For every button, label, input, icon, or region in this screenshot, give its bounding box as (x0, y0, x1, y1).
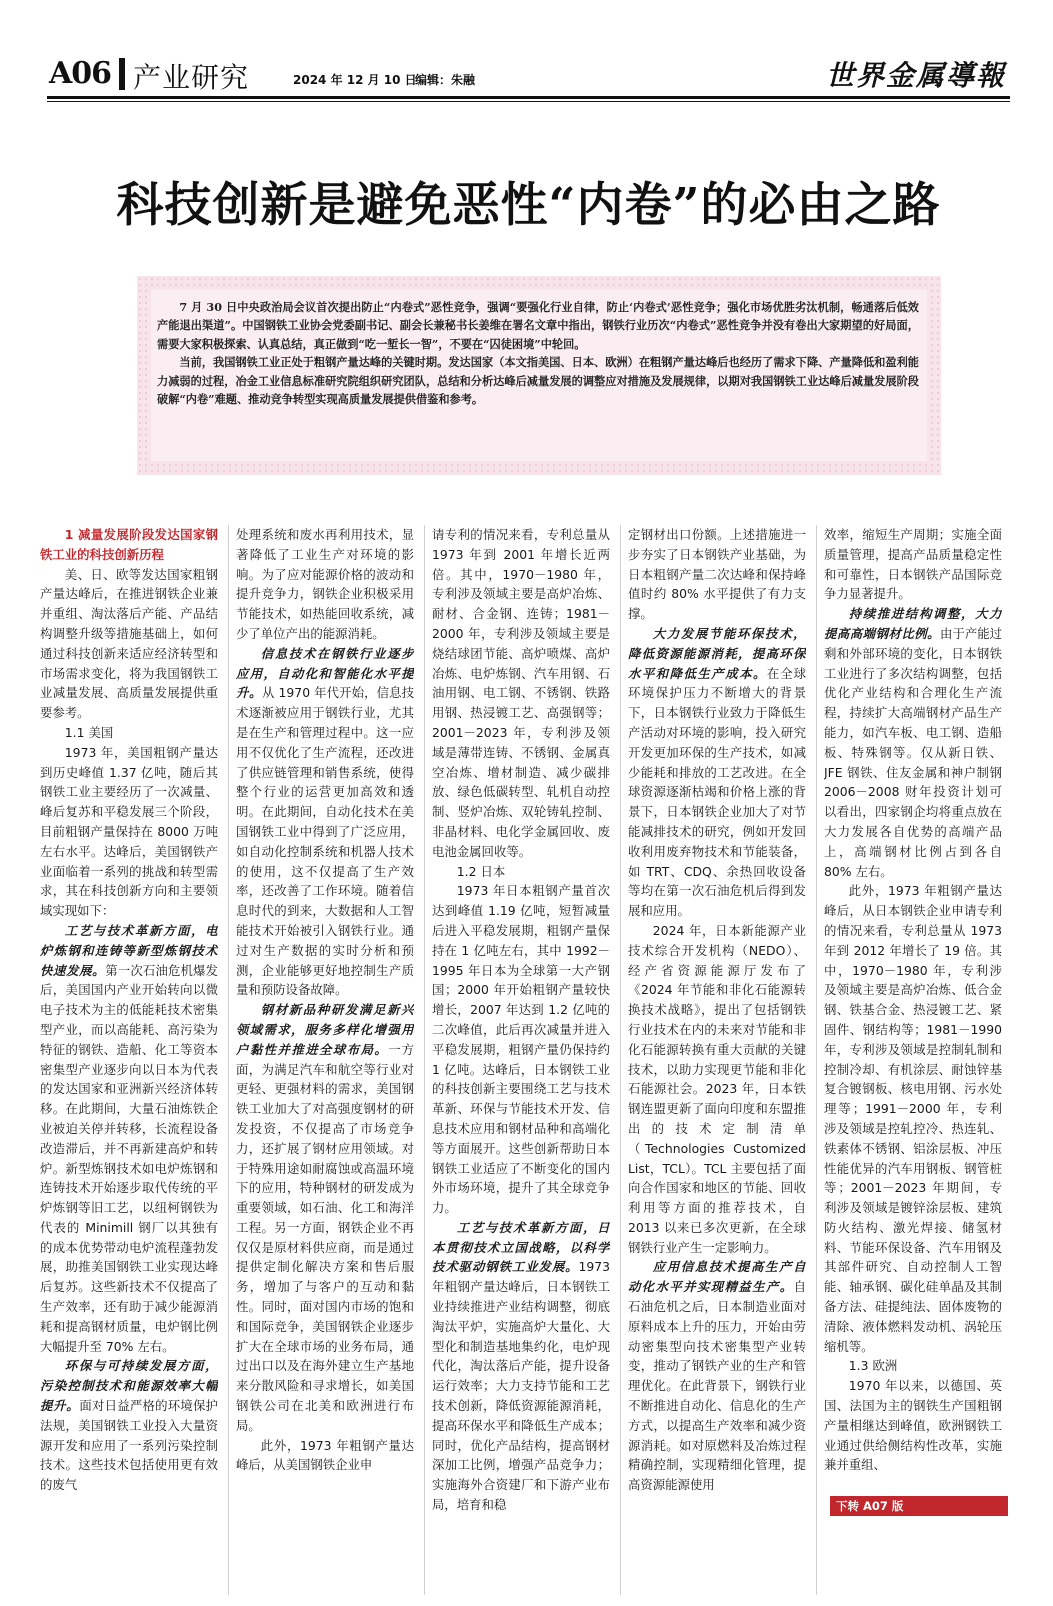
paragraph: 1973 年日本粗钢产量首次达到峰值 1.19 亿吨，短暂减量后进入平稳发展期，粗钢产量保持在 1 亿吨左右，其中 1992－1995 年日本为全球第一大产钢国；2000 年开始粗钢产量较快增长，2007 年达到 1.2 亿吨的二次峰值，此后再次减量并进入平稳发展期，粗钢产量仍保持约 1 亿吨。达峰后，日本钢铁工业的科技创新主要围绕工艺与技术革新、环保与节能技术开发、信息技术应用和钢材品种和高端化等方面展开。这些创新帮助日本钢铁工业适应了不断变化的国内外市场环境，提升了其全球竞争力。 (432, 883, 610, 1216)
subsection-heading: 1.2 日本 (456, 863, 506, 879)
subsection-heading: 1.1 美国 (64, 724, 114, 740)
column-divider (816, 525, 817, 1595)
lead-phrase: 应用信息技术提高生产自动化水平并实现精益生产。 (628, 1259, 806, 1295)
paragraph: 定钢材出口份额。上述措施进一步夯实了日本钢铁产业基础，为日本粗钢产量二次达峰和保持峰值时约 80% 水平提供了有力支撑。 (628, 527, 806, 622)
paragraph: 1970 年以来，以德国、英国、法国为主的钢铁生产国粗钢产量相继达到峰值，欧洲钢铁工业通过供给侧结构性改革，实施兼并重组、 (824, 1378, 1002, 1473)
lead-phrase: 信息技术在钢铁行业逐步应用，自动化和智能化水平提升。 (236, 645, 414, 701)
paragraph-text: 由于产能过剩和外部环境的变化，日本钢铁工业进行了多次结构调整，包括优化产业结构和合理化生产流程，持续扩大高端钢材产品生产能力，如汽车板、电工钢、造船板、特殊钢等。仅从新日铁、JFE 钢铁、住友金属和神户制钢 2006－2008 财年投资计划可以看出，四家钢企均将重点放在大力发展各自优势的高端产品上，高端钢材比例占到各自 80% 左右。 (824, 625, 1002, 879)
column-4 (628, 525, 806, 1595)
summary-text (157, 298, 919, 408)
paragraph-text: 自石油危机之后，日本制造业面对原料成本上升的压力，开始由劳动密集型向技术密集型产业转变，推动了钢铁产业的生产和管理优化。在此背景下，钢铁行业不断推进自动化、信息化的生产方式，以提高生产效率和减少资源消耗。如对原燃料及冶炼过程精确控制，实现精细化管理，提高资源能源使用 (628, 1279, 806, 1493)
masthead-divider (119, 58, 125, 90)
section-heading: 1 减量发展阶段发达国家钢铁工业的科技创新历程 (40, 527, 218, 562)
paragraph-text: 一方面，为满足汽车和航空等行业对更轻、更强材料的需求，美国钢铁工业加大了对高强度钢材的研发投资，不仅提高了市场竞争力，还扩展了钢材应用领域。对于特殊用途如耐腐蚀或高温环境下的应用，特种钢材的研发成为重要领域，如石油、化工和海洋工程。另一方面，钢铁企业不再仅仅是原材料供应商，而是通过提供定制化解决方案和售后服务，增加了与客户的互动和黏性。同时，面对国内市场的饱和和国际竞争，美国钢铁企业逐步扩大在全球市场的业务布局，通过出口以及在海外建立生产基地来分散风险和寻求增长，如美国钢铁公司在北美和欧洲进行布局。 (236, 1041, 414, 1433)
column-5 (824, 525, 1002, 1490)
paragraph (236, 644, 414, 1000)
editor-credit: 编辑：朱融 (415, 73, 476, 87)
masthead-rule-thin (47, 101, 1010, 102)
column-divider (424, 525, 425, 1595)
lead-phrase: 大力发展节能环保技术，降低资源能源消耗，提高环保水平和降低生产成本。 (628, 625, 806, 681)
paragraph (236, 1000, 414, 1436)
column-divider (620, 525, 621, 1595)
column-1 (40, 525, 218, 1595)
paragraph: 1973 年，美国粗钢产量达到历史峰值 1.37 亿吨，随后其钢铁工业主要经历了一次减量、峰后复苏和平稳发展三个阶段，目前粗钢产量保持在 8000 万吨左右水平。达峰后，美国钢铁产业面临着一系列的挑战和转型需求，其在科技创新方向和主要领域实现如下： (40, 744, 218, 919)
summary-paragraph: 7 月 30 日中央政治局会议首次提出防止“内卷式”恶性竞争，强调“要强化行业自律，防止‘内卷式’恶性竞争；强化市场优胜劣汰机制，畅通落后低效产能退出渠道”。中国钢铁工业协会党委副书记、副会长兼秘书长姜维在署名文章中指出，钢铁行业历次“内卷式”恶性竞争并没有卷出大家期望的好局面，需要大家积极探索、认真总结，真正做到“吃一堑长一智”，不要在“囚徒困境”中轮回。 (157, 300, 919, 351)
issue-date: 2024 年 12 月 10 日 (293, 73, 417, 87)
paragraph (628, 624, 806, 921)
lead-phrase: 持续推进结构调整，大力提高高端钢材比例。 (824, 606, 1002, 641)
paragraph-text: 第一次石油危机爆发后，美国国内产业开始转向以微电子技术为主的低能耗技术密集型产业，而以高能耗、高污染为特征的钢铁、造船、化工等资本密集型产业逐步向以日本为代表的发达国家和亚洲新兴经济体转移。在此期间，大量石油炼铁企业被迫关停并转移，长流程设备改造滞后，并不再新建高炉和转炉。新型炼钢技术如电炉炼钢和连铸技术开始逐步取代传统的平炉炼钢等旧工艺，以纽柯钢铁为代表的 Minimill 钢厂以其独有的成本优势带动电炉流程蓬勃发展，助推美国钢铁工业实现达峰后复苏。这些新技术不仅提高了生产效率，还有助于减少能源消耗和提高钢材质量，电炉钢比例大幅提升至 70% 左右。 (40, 962, 218, 1354)
section-name: 产业研究 (133, 61, 250, 94)
column-divider (228, 525, 229, 1595)
paragraph-text: 从 1970 年代开始，信息技术逐渐被应用于钢铁行业，尤其是在生产和管理过程中。这一应用不仅优化了生产流程，还改进了供应链管理和销售系统，使得整个行业的运营更加高效和透明。在此期间，自动化技术在美国钢铁工业中得到了广泛应用，如自动化控制系统和机器人技术的使用，这不仅提高了生产效率，还改善了工作环境。随着信息时代的到来，大数据和人工智能技术开始被引入钢铁行业。通过对生产数据的实时分析和预测，企业能够更好地控制生产质量和预防设备故障。 (236, 685, 414, 998)
paragraph: 请专利的情况来看，专利总量从 1973 年到 2001 年增长近两倍。其中，1970－1980 年，专利涉及领域主要是高炉冶炼、耐材、合金钢、连铸；1981－2000 年，专利涉及领域主要是烧结球团节能、高炉喷煤、高炉冶炼、电炉炼钢、汽车用钢、石油用钢、电工钢、不锈钢、铁路用钢、热浸镀工艺、高强钢等；2001－2023 年，专利涉及领域是薄带连铸、不锈钢、金属真空冶炼、增材制造、减少碳排放、绿色低碳转型、轧机自动控制、竖炉冶炼、双轮铸轧控制、非晶材料、电化学金属回收、废电池金属回收等。 (432, 527, 610, 859)
summary-paragraph: 当前，我国钢铁工业正处于粗钢产量达峰的关键时期。发达国家（本文指美国、日本、欧洲）在粗钢产量达峰后也经历了需求下降、产量降低和盈利能力减弱的过程，冶金工业信息标准研究院组织研究团队，总结和分析达峰后减量发展的调整应对措施及发展规律，以期对我国钢铁工业达峰后减量发展阶段破解“内卷”难题、推动竞争转型实现高质量发展提供借鉴和参考。 (157, 355, 919, 407)
summary-box (137, 276, 941, 475)
continued-on-tag[interactable]: 下转 A07 版 (830, 1496, 1008, 1516)
masthead (47, 50, 1010, 98)
paragraph (432, 1218, 610, 1515)
masthead-rule (47, 96, 1010, 99)
lead-phrase: 工艺与技术革新方面，电炉炼钢和连铸等新型炼钢技术快速发展。 (40, 922, 218, 978)
paragraph (824, 604, 1002, 881)
subsection-heading: 1.3 欧洲 (848, 1358, 898, 1374)
article-headline: 科技创新是避免恶性“内卷”的必由之路 (116, 178, 941, 233)
paragraph: 处理系统和废水再利用技术，显著降低了工业生产对环境的影响。为了应对能源价格的波动和提升竞争力，钢铁企业积极采用节能技术，如热能回收系统，减少了单位产出的能源消耗。 (236, 527, 414, 641)
paragraph: 此外，1973 年粗钢产量达峰后，从日本钢铁企业申请专利的情况来看，专利总量从 1973 年到 2012 年增长了 19 倍。其中，1970－1980 年，专利涉及领域主要是高炉冶炼、低合金钢、铁基合金、热浸镀工艺、紧固件、钢结构等；1981－1990 年，专利涉及领域是控制轧制和控制冷却、有机涂层、耐蚀锌基复合镀钢板、核电用钢、污水处理等；1991－2000 年，专利涉及领域是控轧控冷、热连轧、铁素体不锈钢、铝涂层板、冲压性能优异的汽车用钢板、钢管桩等；2001－2023 年期间，专利涉及领域是镀锌涂层板、建筑防火结构、激光焊接、储氢材料、节能环保设备、汽车用钢及其部件研究、自动控制人工智能、轴承钢、碳化硅单晶及其制备方法、硅提纯法、固体废物的清除、液体燃料发动机、涡轮压缩机等。 (824, 883, 1002, 1354)
paragraph (628, 1257, 806, 1495)
lead-phrase: 钢材新品种研发满足新兴领域需求，服务多样化增强用户黏性并推进全球布局。 (236, 1002, 414, 1057)
paragraph-text: 1973 年粗钢产量达峰后，日本钢铁工业持续推进产业结构调整，彻底淘汰平炉，实施高炉大量化、大型化和制造基地集约化，电炉现代化，淘汰落后产能，提升设备运行效率；大力支持节能和工艺技术创新，降低资源能源消耗，提高环保水平和降低生产成本；同时，优化产品结构，提高钢材深加工比例，增强产品竞争力；实施海外合资建厂和下游产业布局，培育和稳 (432, 1259, 610, 1513)
column-2 (236, 525, 414, 1595)
newspaper-logo: 世界金属導報 (825, 59, 1006, 92)
paragraph-text: 在全球环境保护压力不断增大的背景下，日本钢铁行业致力于降低生产活动对环境的影响，投入研究开发更加环保的生产技术，如减少能耗和排放的工艺改进。在全球资源逐渐枯竭和价格上涨的背景下，日本钢铁企业加大了对节能减排技术的研究，例如开发回收利用废弃物技术和节能装备，如 TRT、CDQ、余热回收设备等均在第一次石油危机后得到发展和应用。 (628, 665, 806, 919)
column-3 (432, 525, 610, 1595)
lead-phrase: 工艺与技术革新方面，日本贯彻技术立国战略，以科学技术驱动钢铁工业发展。 (432, 1219, 610, 1275)
paragraph (40, 921, 218, 1357)
paragraph: 此外，1973 年粗钢产量达峰后，从美国钢铁企业申 (236, 1437, 414, 1473)
paragraph-text: 面对日益严格的环境保护法规，美国钢铁工业投入大量资源开发和应用了一系列污染控制技术。这些技术包括使用更有效的废气 (40, 1398, 218, 1493)
paragraph: 效率，缩短生产周期；实施全面质量管理，提高产品质量稳定性和可靠性，日本钢铁产品国际竞争力显著提升。 (824, 527, 1002, 602)
article-body (40, 525, 1014, 1595)
lead-phrase: 环保与可持续发展方面，污染控制技术和能源效率大幅提升。 (40, 1358, 218, 1414)
page-number: A06 (49, 56, 112, 91)
summary-panel (151, 290, 927, 461)
paragraph (40, 1356, 218, 1495)
paragraph: 2024 年，日本新能源产业技术综合开发机构（NEDO）、经产省资源能源厅发布了《2024 年节能和非化石能源转换技术战略》，提出了包括钢铁行业技术在内的未来对节能和非化石能源转换有重大贡献的关键技术，以助力实现更节能和非化石能源社会。2023 年，日本铁钢连盟更新了面向印度和东盟推出的技术定制清单（Technologies Customized List，TCL）。TCL 主要包括了面向合作国家和地区的节能、回收利用等方面的推荐技术，自 2013 以来已多次更新，在全球钢铁行业产生一定影响力。 (628, 922, 806, 1255)
paragraph: 美、日、欧等发达国家粗钢产量达峰后，在推进钢铁企业兼并重组、淘汰落后产能、产品结构调整升级等措施基础上，如何通过科技创新来适应经济转型和市场需求变化，将为我国钢铁工业减量发展、高质量发展提供重要参考。 (40, 566, 218, 721)
